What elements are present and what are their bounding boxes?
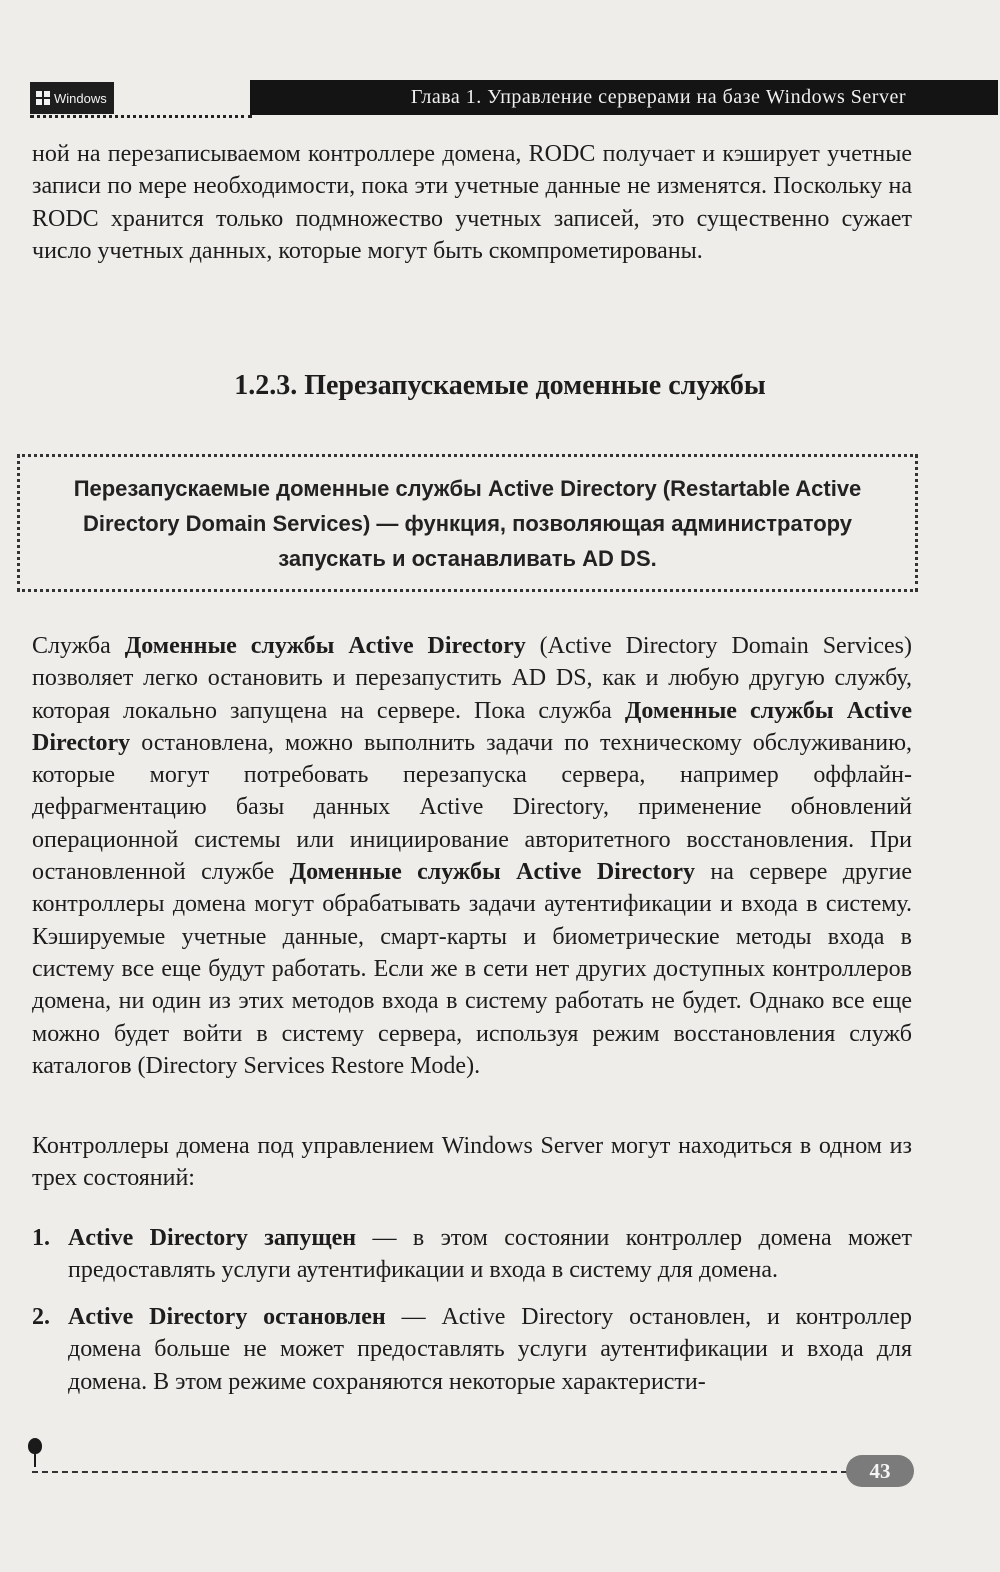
definition-box [17, 454, 918, 592]
body-bold-3: Доменные службы Active Directory [289, 859, 695, 886]
logo-text: Windows [54, 90, 107, 106]
list-item-text: — в этом состоянии контроллер домена может предоставлять услуги аутентификации и входа в систему для домена. [68, 1225, 912, 1284]
chapter-header [250, 80, 998, 115]
windows-icon [36, 91, 50, 105]
body-text-2: (Active Directory Domain Services) позволяет легко остановить и перезапустить AD DS, как и любую другую службу, которая локально запущена на сервере. Пока служба [32, 633, 912, 724]
body-bold-1: Доменные службы Active Directory [124, 633, 526, 659]
definition-term: Перезапускаемые доменные службы [73, 475, 482, 501]
page-number: 43 [869, 1458, 891, 1483]
states-intro: Контроллеры домена под управлением Windows Server могут находиться в одном из трех состояний: [32, 1133, 912, 1192]
section-heading: 1.2.3. Перезапускаемые доменные службы [234, 370, 766, 401]
body-bold-2: Доменные службы Active Directory [32, 697, 912, 756]
definition-text [28, 471, 908, 576]
chapter-title: Глава 1. Управление серверами на базе Windows Server [410, 86, 906, 108]
footer-divider [32, 1471, 847, 1473]
list-number: 1. [32, 1225, 50, 1251]
body-text-3: остановлена, можно выполнить задачи по техническому обслуживанию, которые могут потребовать перезапуска сервера, например оффлайн-дефрагментацию базы данных Active Directory, применение обновлений операционной системы или инициирование авторитетного восстановления. При остановленной службе [32, 729, 912, 886]
list-number: 2. [32, 1304, 50, 1330]
list-item-title: Active Directory остановлен [68, 1304, 386, 1330]
list-item-text: — Active Directory остановлен, и контроллер домена больше не может предоставлять услуги аутентификации и входа для домена. В этом режиме сохраняются некоторые характеристи- [68, 1304, 912, 1395]
header-divider [30, 115, 252, 118]
page-number-badge [846, 1455, 914, 1487]
body-text-1: Служба [32, 633, 125, 659]
list-item [32, 1222, 912, 1287]
list-item-title: Active Directory запущен [68, 1225, 357, 1251]
body-paragraph [32, 630, 912, 1082]
definition-body: Active Directory (Restartable Active Directory Domain Services) — функция, позволяющая администратору запускать и останавливать AD DS. [82, 475, 862, 571]
intro-paragraph: ной на перезаписываемом контроллере домена, RODC получает и кэширует учетные записи по мере необходимости, пока эти учетные данные не изменятся. Поскольку на RODC хранится только подмножество учетных записей, это существенно сужает число учетных данных, которые могут быть скомпрометированы. [32, 141, 912, 264]
body-text-4: на сервере другие контроллеры домена могут обрабатывать задачи аутентификации и входа в систему. Кэшируемые учетные данные, смарт-карты и биометрические методы входа в систему все еще будут работать. Если же в сети нет других доступных контроллеров домена, ни один из этих методов входа в систему работать не будет. Однако все еще можно будет войти в систему сервера, используя режим восстановления служб каталогов (Directory Services Restore Mode). [32, 859, 913, 1079]
list-item [32, 1301, 912, 1398]
tree-icon [28, 1438, 42, 1454]
windows-logo [30, 82, 114, 114]
